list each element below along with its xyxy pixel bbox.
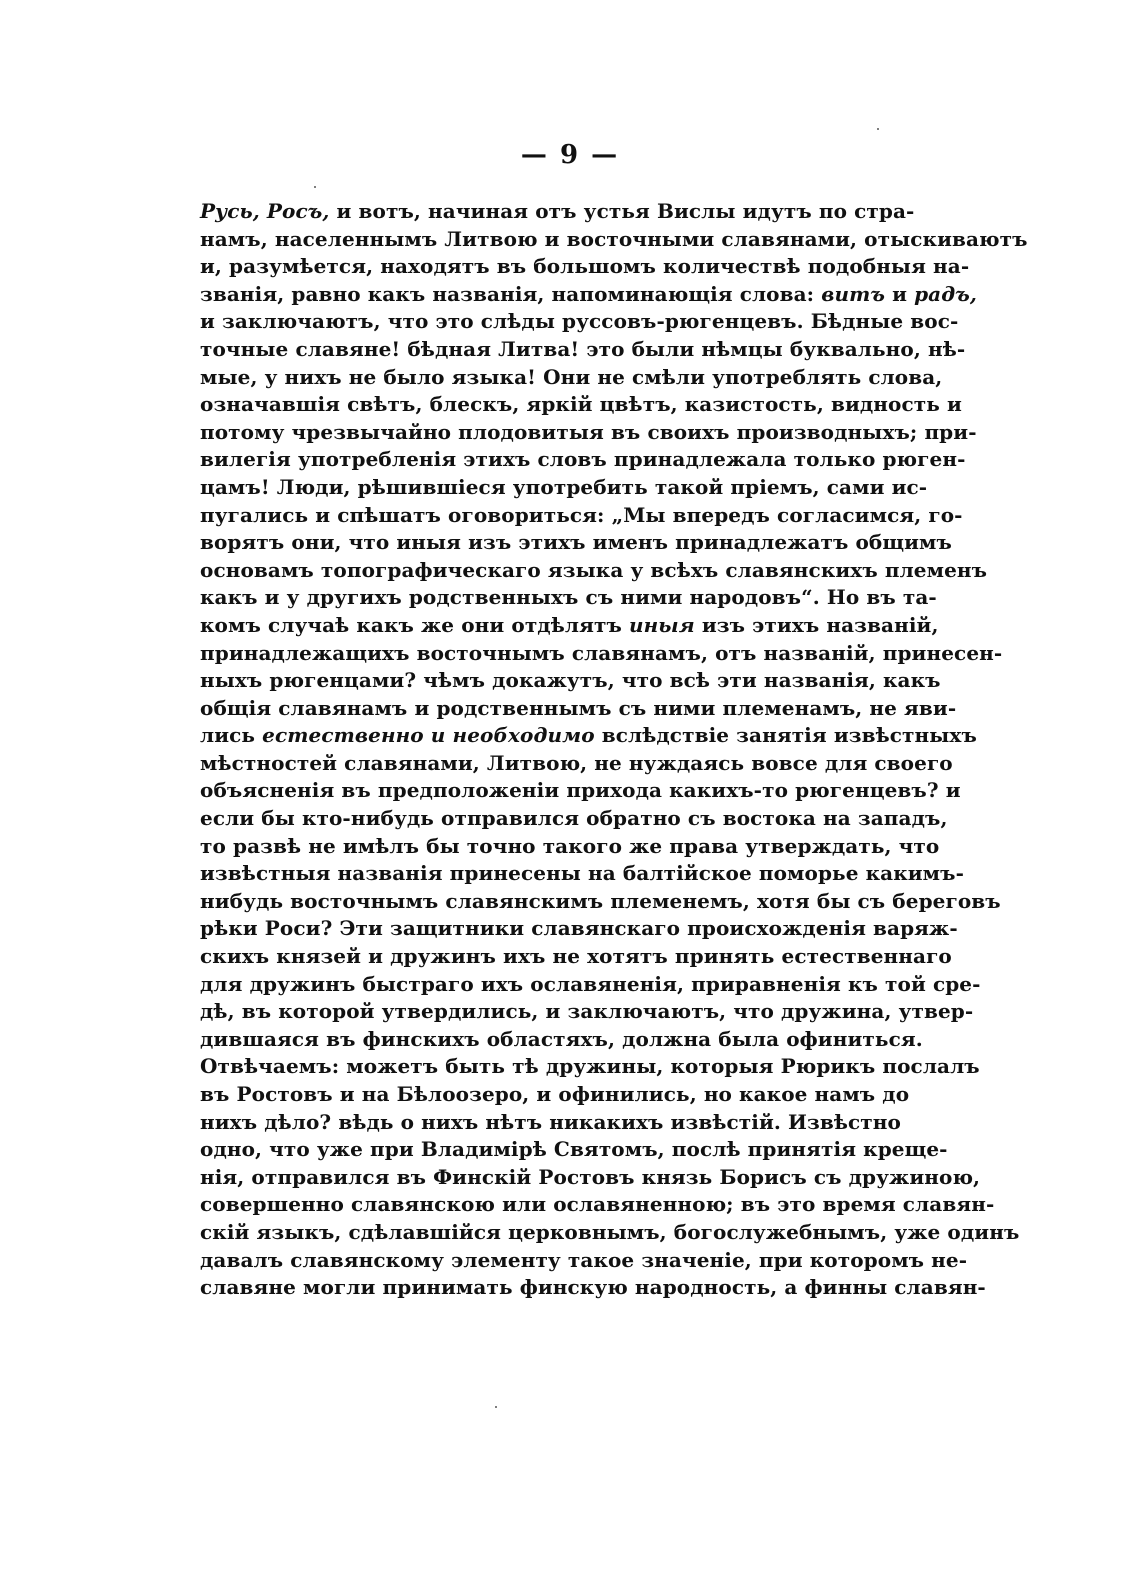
scan-speck [314, 186, 316, 188]
text-segment: изъ этихъ названій, [694, 612, 939, 637]
italic-segment: естественно и необходимо [262, 723, 595, 748]
text-line [200, 391, 962, 419]
text-line [200, 281, 977, 309]
italic-segment: радъ, [914, 281, 977, 306]
text-segment: нибудь восточнымъ славянскимъ племенемъ, хотя бы съ береговъ [200, 888, 1001, 913]
text-segment: лись [200, 723, 263, 748]
text-segment: нія, отправился въ Финскій Ростовъ князь Борисъ съ дружиною, [200, 1164, 981, 1189]
text-line [200, 722, 977, 750]
text-segment: званія, равно какъ названія, напоминающія слова: [200, 281, 822, 306]
text-line [200, 695, 957, 723]
text-segment: дившаяся въ финскихъ областяхъ, должна была офиниться. [200, 1026, 923, 1051]
text-segment: принадлежащихъ восточнымъ славянамъ, отъ названій, принесен- [200, 640, 1003, 665]
text-segment: потому чрезвычайно плодовитыя въ своихъ производныхъ; при- [200, 419, 977, 444]
text-segment: точные славяне! бѣдная Литва! это были нѣмцы буквально, нѣ- [200, 336, 966, 361]
text-line [200, 419, 977, 447]
text-line [200, 1164, 981, 1192]
text-line [200, 584, 937, 612]
text-segment: и заключаютъ, что это слѣды руссовъ-рюгенцевъ. Бѣдные вос- [200, 309, 959, 334]
text-line [200, 1053, 980, 1081]
text-line [200, 1247, 968, 1275]
text-segment: основамъ топографическаго языка у всѣхъ славянскихъ племенъ [200, 557, 988, 582]
text-segment: мѣстностей славянами, Литвою, не нуждаясь вовсе для своего [200, 750, 953, 775]
text-line [200, 446, 966, 474]
text-segment: рѣки Роси? Эти защитники славянскаго происхожденія варяж- [200, 916, 958, 941]
text-line [200, 1274, 986, 1302]
text-segment: если бы кто-нибудь отправился обратно съ востока на западъ, [200, 806, 948, 831]
text-line [200, 253, 970, 281]
italic-segment: иныя [628, 612, 695, 637]
text-segment: и, разумѣется, находятъ въ большомъ количествѣ подобныя на- [200, 254, 970, 279]
text-segment: общія славянамъ и родственнымъ съ ними племенамъ, не яви- [200, 695, 957, 720]
page-number: — 9 — [520, 140, 620, 170]
text-segment: скій языкъ, сдѣлавшійся церковнымъ, богослужебнымъ, уже одинъ [200, 1219, 1020, 1244]
text-line [200, 1136, 948, 1164]
text-line [200, 502, 963, 530]
text-line [200, 1026, 923, 1054]
text-segment: пугались и спѣшатъ оговориться: „Мы впередъ согласимся, го- [200, 502, 963, 527]
text-line [200, 364, 943, 392]
text-line [200, 1081, 910, 1109]
text-segment: мые, у нихъ не было языка! Они не смѣли употреблять слова, [200, 364, 943, 389]
text-line [200, 750, 953, 778]
text-line [200, 915, 958, 943]
text-segment: дѣ, въ которой утвердились, и заключаютъ, что дружина, утвер- [200, 999, 974, 1024]
scan-speck [877, 128, 879, 130]
text-line [200, 805, 948, 833]
text-segment: для дружинъ быстраго ихъ ославяненія, приравненія къ той сре- [200, 971, 981, 996]
text-segment: одно, что уже при Владимірѣ Святомъ, послѣ принятія креще- [200, 1137, 948, 1162]
text-line [200, 612, 939, 640]
text-line [200, 943, 952, 971]
text-line [200, 998, 974, 1026]
text-line [200, 833, 940, 861]
text-line [200, 667, 941, 695]
text-line [200, 474, 928, 502]
text-segment: какъ и у другихъ родственныхъ съ ними народовъ“. Но въ та- [200, 585, 937, 610]
italic-segment: витъ [821, 281, 886, 306]
text-line [200, 308, 959, 336]
text-line [200, 1191, 995, 1219]
text-segment: нихъ дѣло? вѣдь о нихъ нѣтъ никакихъ извѣстій. Извѣстно [200, 1109, 901, 1134]
text-segment: то развѣ не имѣлъ бы точно такого же права утверждать, что [200, 833, 940, 858]
text-line [200, 226, 1028, 254]
text-line [200, 1109, 901, 1137]
body-text [200, 198, 1028, 1302]
text-segment: ныхъ рюгенцами? чѣмъ докажутъ, что всѣ эти названія, какъ [200, 668, 941, 693]
text-segment: въ Ростовъ и на Бѣлоозеро, и офинились, но какое намъ до [200, 1082, 910, 1106]
text-segment: и [885, 281, 915, 306]
text-segment: совершенно славянскою или ославяненною; въ это время славян- [200, 1192, 995, 1217]
text-segment: вслѣдствіе занятія извѣстныхъ [594, 723, 977, 748]
text-line [200, 888, 1001, 916]
text-segment: ворятъ они, что иныя изъ этихъ именъ принадлежатъ общимъ [200, 530, 952, 555]
text-segment: скихъ князей и дружинъ ихъ не хотятъ принять естественнаго [200, 944, 952, 969]
italic-segment: Русь, Росъ, [200, 199, 330, 223]
text-line [200, 971, 981, 999]
text-line [200, 336, 966, 364]
text-line [200, 640, 1003, 668]
text-segment: Отвѣчаемъ: можетъ быть тѣ дружины, которыя Рюрикъ послалъ [200, 1054, 980, 1079]
text-segment: славяне могли принимать финскую народность, а финны славян- [200, 1275, 986, 1300]
scan-speck [495, 1406, 497, 1408]
text-segment: объясненія въ предположеніи прихода какихъ-то рюгенцевъ? и [200, 778, 961, 803]
text-segment: комъ случаѣ какъ же они отдѣлятъ [200, 612, 629, 637]
text-segment: означавшія свѣтъ, блескъ, яркій цвѣтъ, казистость, видность и [200, 392, 962, 417]
text-segment: цамъ! Люди, рѣшившіеся употребить такой пріемъ, сами ис- [200, 474, 928, 499]
text-segment: вилегія употребленія этихъ словъ принадлежала только рюген- [200, 447, 966, 472]
text-line [200, 777, 961, 805]
text-segment: давалъ славянскому элементу такое значеніе, при которомъ не- [200, 1247, 968, 1272]
text-line [200, 198, 915, 226]
text-segment: и вотъ, начиная отъ устья Вислы идутъ по стра- [329, 199, 915, 223]
text-segment: извѣстныя названія принесены на балтійское поморье какимъ- [200, 861, 964, 886]
text-segment: намъ, населеннымъ Литвою и восточными славянами, отыскиваютъ [200, 226, 1028, 251]
text-line [200, 529, 952, 557]
text-line [200, 1219, 1020, 1247]
text-line [200, 860, 964, 888]
text-line [200, 557, 988, 585]
